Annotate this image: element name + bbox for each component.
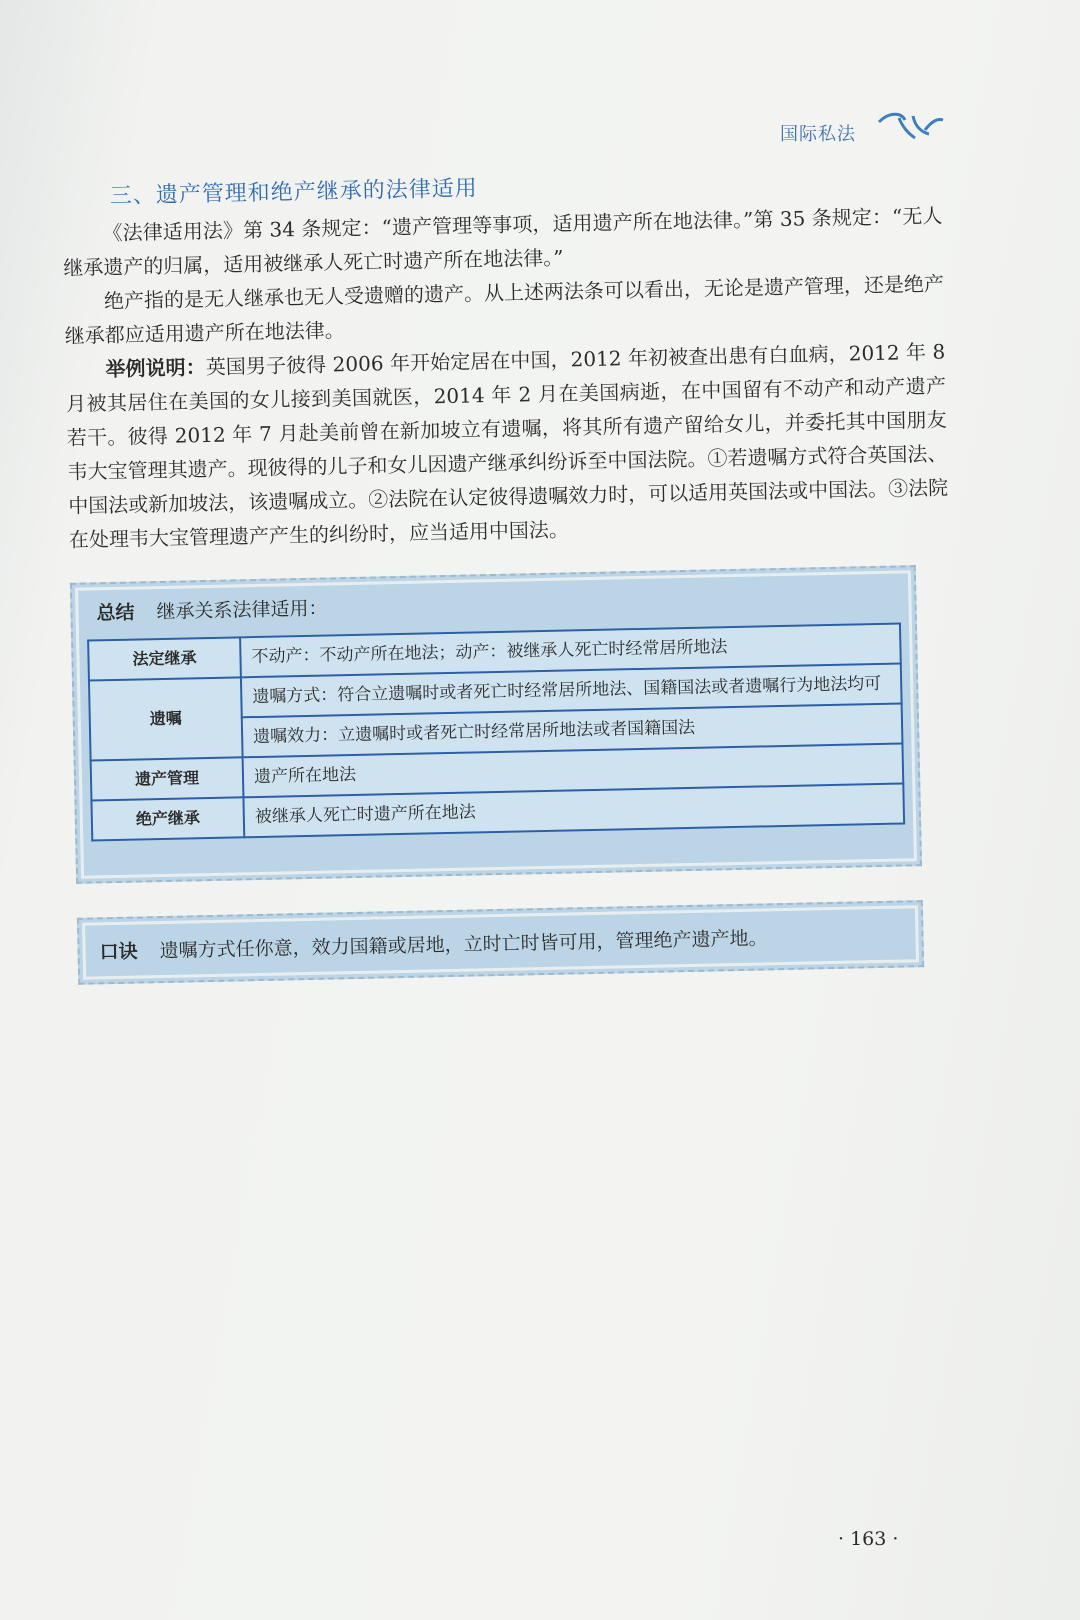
row-value: 遗产所在地法	[243, 743, 904, 797]
row-value: 不动产：不动产所在地法；动产：被继承人死亡时经常居所地法	[240, 624, 901, 678]
summary-tag: 总结	[96, 601, 135, 625]
mnemonic-box	[77, 900, 924, 985]
row-key: 法定继承	[88, 637, 241, 680]
paragraph-example	[65, 335, 949, 557]
paragraph-explanation: 绝产指的是无人继承也无人受遗赠的遗产。从上述两法条可以看出，无论是遗产管理，还是绝产继承都应适用遗产所在地法律。	[64, 271, 945, 348]
page-content	[60, 92, 958, 985]
section-title: 三、遗产管理和绝产继承的法律适用	[109, 176, 479, 209]
summary-box	[70, 565, 922, 884]
summary-heading	[96, 582, 900, 626]
row-key: 绝产继承	[91, 797, 244, 840]
page-number: · 163 ·	[838, 1528, 899, 1550]
mnemonic-text: 遗嘱方式任你意，效力国籍或居地，立时亡时皆可用，管理绝产遗产地。	[159, 927, 768, 963]
row-key: 遗产管理	[91, 757, 244, 800]
paragraph-law-articles: 《法律适用法》第 34 条规定：“遗产管理等事项，适用遗产所在地法律。”第 35 条规定：“无人继承遗产的归属，适用被继承人死亡时遗产所在地法律。”	[63, 203, 943, 280]
example-label: 举例说明：	[105, 355, 207, 382]
example-text: 英国男子彼得 2006 年开始定居在中国，2012 年初被查出患有白血病，2012 年 8 月被其居住在美国的女儿接到美国就医，2014 年 2 月在美国病逝，在中国留有不动产和动产遗产若干。彼得 2012 年 7 月赴美前曾在新加坡立有遗嘱，将其所有遗产留给女儿，并委托其中国朋友韦大宝管理其遗产。现彼得的儿子和女儿因遗产继承纠纷诉至中国法院。①若遗嘱方式符合英国法、中国法或新加坡法，该遗嘱成立。②法院在认定彼得遗嘱效力时，可以适用英国法或中国法。③法院在处理韦大宝管理遗产产生的纠纷时，应当适用中国法。	[65, 339, 949, 552]
mnemonic-tag: 口诀	[99, 940, 138, 964]
summary-heading-text: 继承关系法律适用：	[156, 597, 328, 624]
running-header-title: 国际私法	[780, 124, 856, 145]
row-value: 被继承人死亡时遗产所在地法	[243, 783, 904, 837]
row-value: 遗嘱方式：符合立遗嘱时或者死亡时经常居所地法、国籍国法或者遗嘱行为地法均可	[241, 664, 902, 718]
succession-rules-table	[87, 623, 905, 842]
row-value: 遗嘱效力：立遗嘱时或者死亡时经常居所地法或者国籍国法	[242, 704, 903, 758]
row-key: 遗嘱	[89, 677, 243, 760]
